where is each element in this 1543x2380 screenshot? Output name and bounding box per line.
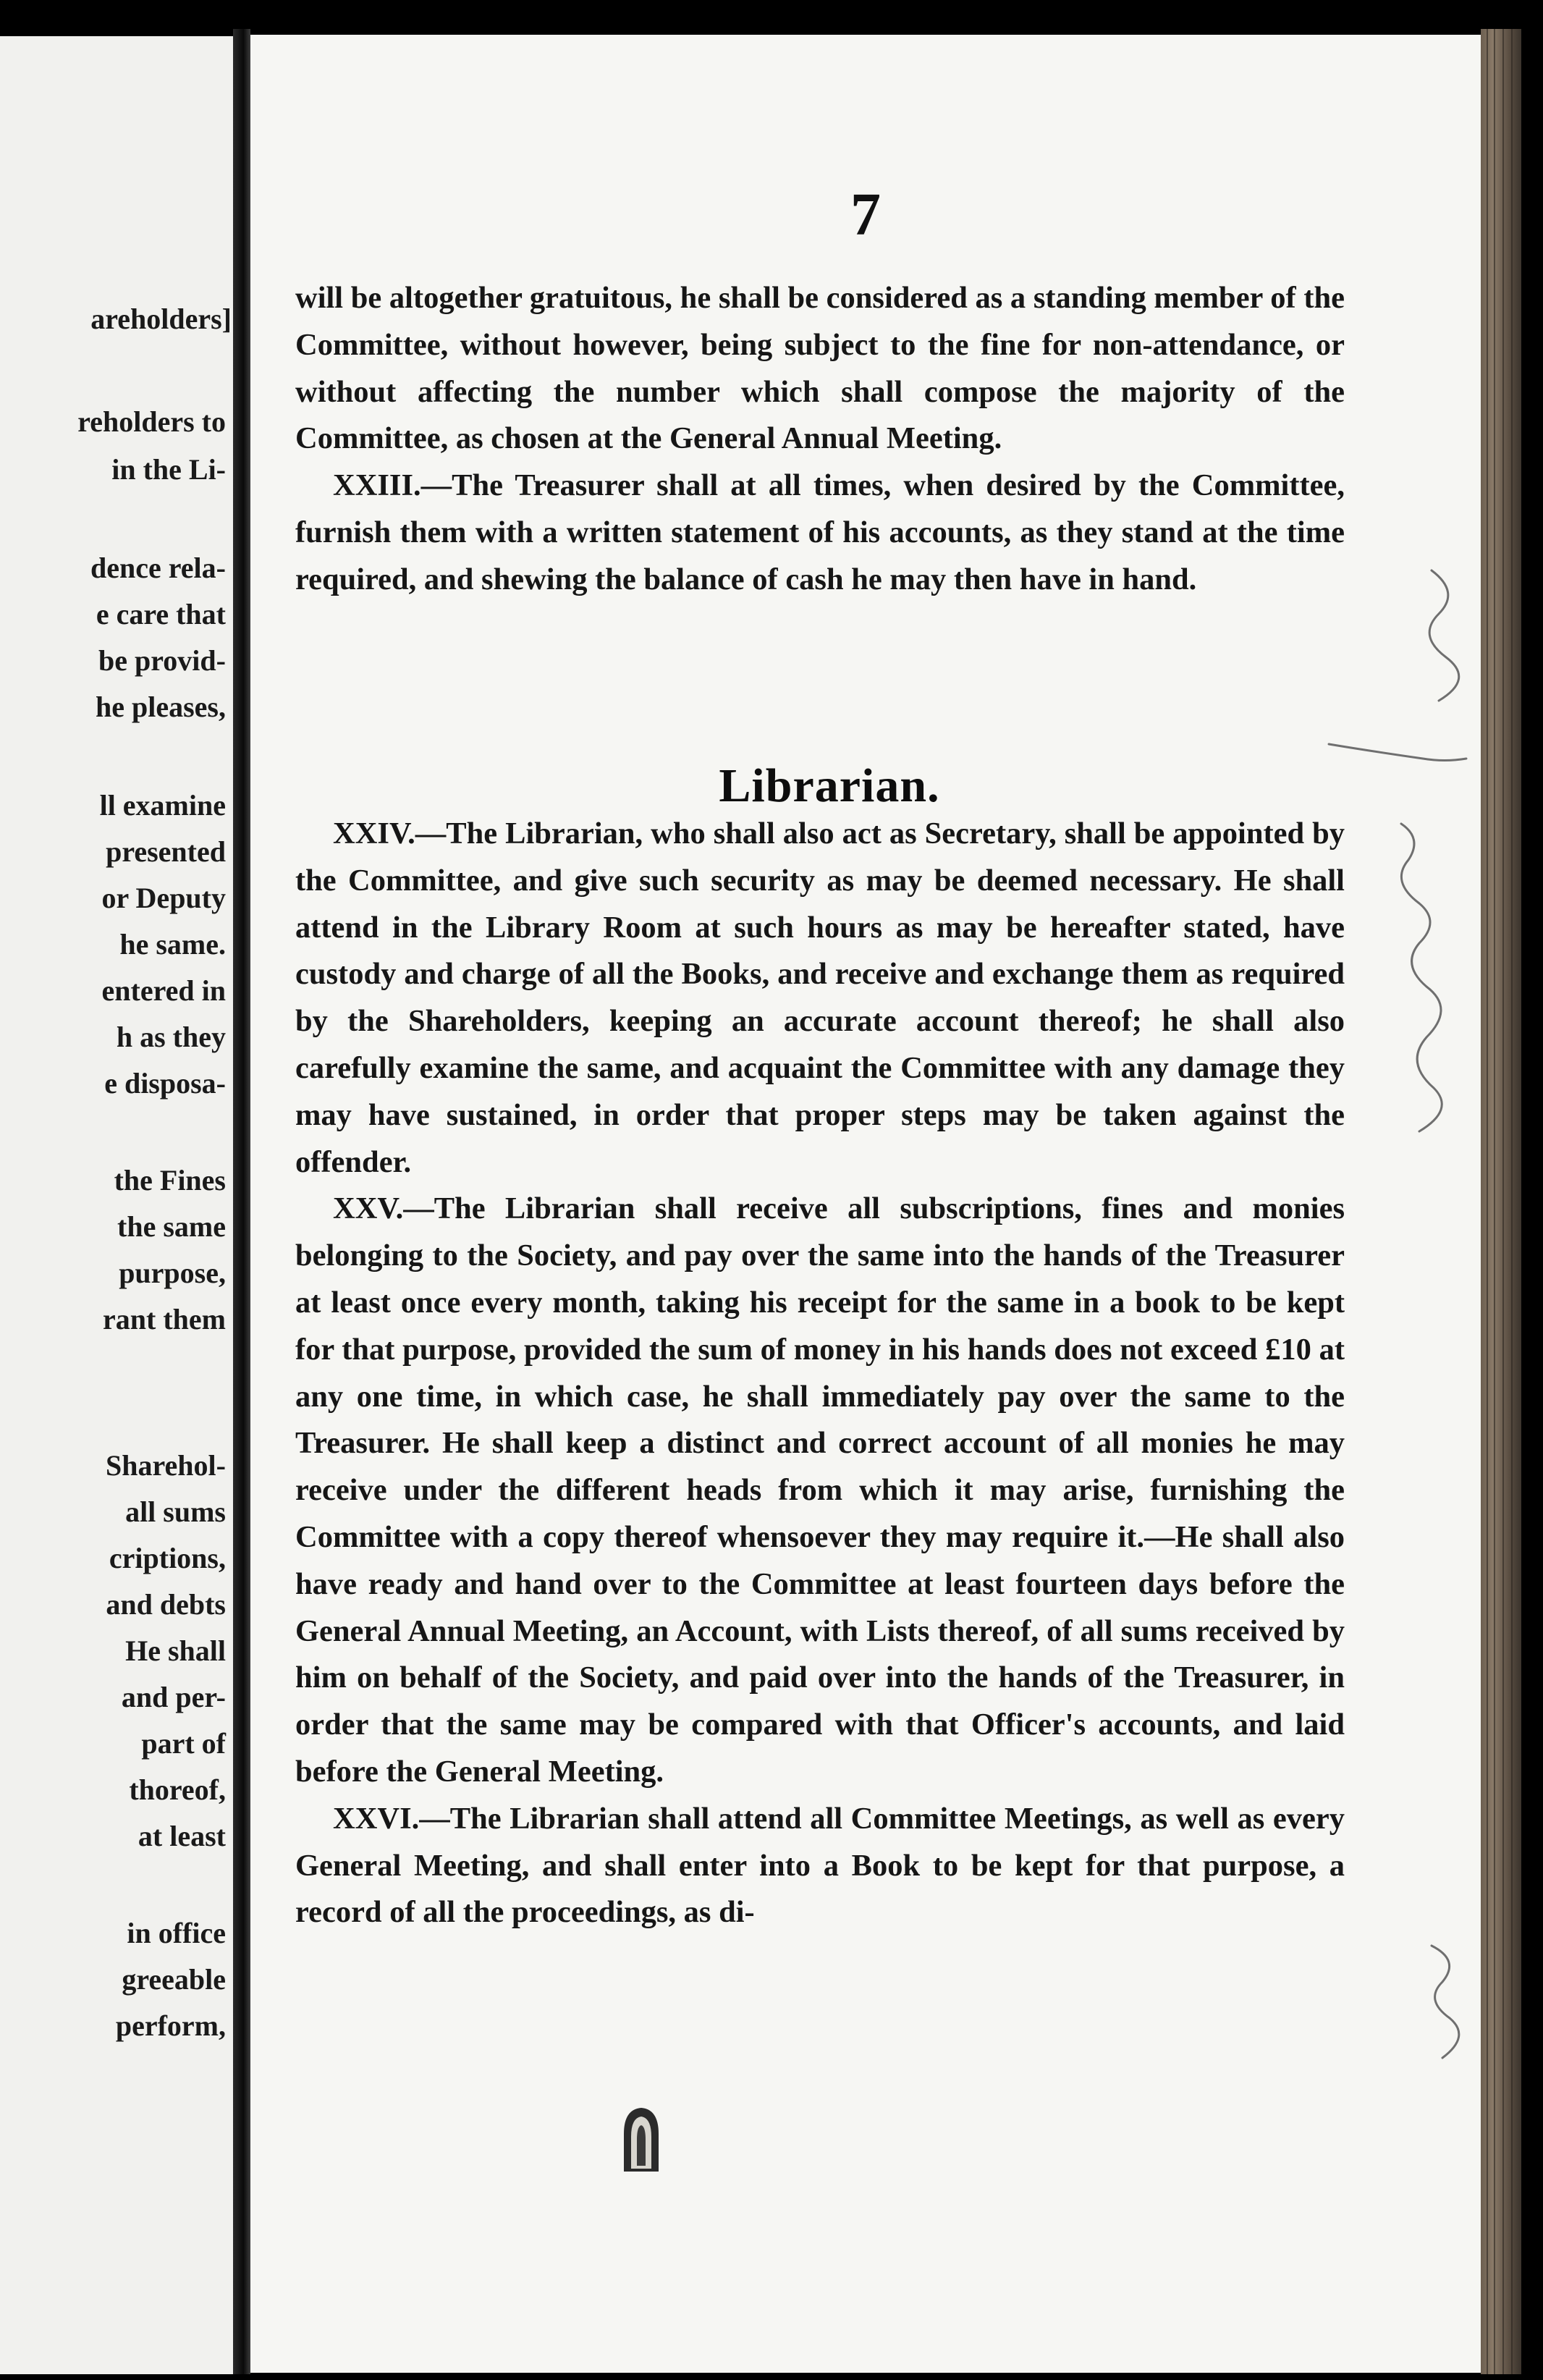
left-line: and per- bbox=[121, 1681, 226, 1713]
left-line: He shall bbox=[125, 1634, 226, 1667]
right-page bbox=[250, 35, 1481, 2373]
left-line: at least bbox=[138, 1820, 226, 1852]
paragraph-xxiv: XXIV.—The Librarian, who shall also act as Secretary, shall be appointed by the Committee, and give such security as may be deemed necessary. He shall attend in the Library Room at such hours as may be hereafter stated, have custody and charge of all the Books, and receive and exchange them as required by the Shareholders, keeping an accurate account thereof; he shall also carefully examine the same, and acquaint the Committee with any damage they may have sustained, in order that proper steps may be taken against the offender. bbox=[295, 816, 1345, 1179]
body-text-lower bbox=[295, 811, 1345, 1936]
left-line: he same. bbox=[119, 928, 226, 961]
page-stack-edge bbox=[1481, 29, 1521, 2374]
left-line: the same bbox=[117, 1210, 226, 1243]
paragraph-xxvi: XXVI.—The Librarian shall attend all Committee Meetings, as well as every General Meeting, and shall enter into a Book to be kept for that purpose, a record of all the proceedings, as di- bbox=[295, 1801, 1345, 1930]
left-line: be provid- bbox=[98, 644, 226, 677]
section-heading-librarian: Librarian. bbox=[719, 759, 940, 812]
left-line: the Fines bbox=[114, 1164, 226, 1197]
left-line: areholders] bbox=[90, 303, 232, 335]
continued-paragraph: will be altogether gratuitous, he shall be considered as a standing member of the Committee, without however, being subject to the fine for non-attendance, or without affecting the number which shall compose the majority of the Committee, as chosen at the General Annual Meeting. bbox=[295, 281, 1345, 456]
left-line: ll examine bbox=[99, 789, 226, 822]
left-line: rant them bbox=[103, 1303, 226, 1335]
left-line: entered in bbox=[101, 974, 226, 1007]
left-line: and debts bbox=[106, 1588, 226, 1621]
body-text-upper bbox=[295, 275, 1345, 604]
left-line: e care that bbox=[96, 598, 226, 630]
left-line: he pleases, bbox=[96, 691, 226, 723]
left-line: thoreof, bbox=[129, 1773, 226, 1806]
paragraph-xxiii: XXIII.—The Treasurer shall at all times, when desired by the Committee, furnish them with a written statement of his accounts, as they stand at the time required, and shewing the balance of cash he may then have in hand. bbox=[295, 468, 1345, 596]
book-gutter bbox=[233, 29, 250, 2374]
left-line: in office bbox=[127, 1917, 226, 1949]
left-line: presented bbox=[106, 835, 226, 868]
left-line: part of bbox=[141, 1727, 226, 1760]
left-line: all sums bbox=[125, 1495, 226, 1528]
library-stamp-icon bbox=[618, 2105, 664, 2174]
left-line: reholders to bbox=[77, 405, 226, 438]
left-line: purpose, bbox=[119, 1257, 226, 1289]
left-line: Sharehol- bbox=[106, 1449, 226, 1482]
left-page-fragment bbox=[0, 36, 233, 2374]
page-number: 7 bbox=[850, 181, 881, 248]
left-line: or Deputy bbox=[101, 882, 226, 914]
margin-pencil-marks-icon bbox=[1264, 35, 1481, 2373]
left-line: in the Li- bbox=[111, 453, 226, 486]
left-line: e disposa- bbox=[104, 1067, 226, 1100]
left-line: criptions, bbox=[109, 1542, 226, 1574]
left-line: h as they bbox=[116, 1021, 226, 1053]
paragraph-xxv: XXV.—The Librarian shall receive all subscriptions, fines and monies belonging to the Society, and pay over the same into the hands of the Treasurer at least once every month, taking his receipt for the same in a book to be kept for that purpose, provided the sum of money in his hands does not exceed £10 at any one time, in which case, he shall immediately pay over the same to the Treasurer. He shall keep a distinct and correct account of all monies he may receive under the different heads from which it may arise, furnishing the Committee with a copy thereof whensoever they may require it.—He shall also have ready and hand over to the Committee at least fourteen days before the General Annual Meeting, an Account, with Lists thereof, of all sums received by him on behalf of the Society, and paid over into the hands of the Treasurer, in order that the same may be compared with that Officer's accounts, and laid before the General Meeting. bbox=[295, 1191, 1345, 1789]
left-line: perform, bbox=[115, 2009, 226, 2042]
left-line: dence rela- bbox=[90, 552, 226, 584]
left-line: greeable bbox=[122, 1963, 226, 1996]
